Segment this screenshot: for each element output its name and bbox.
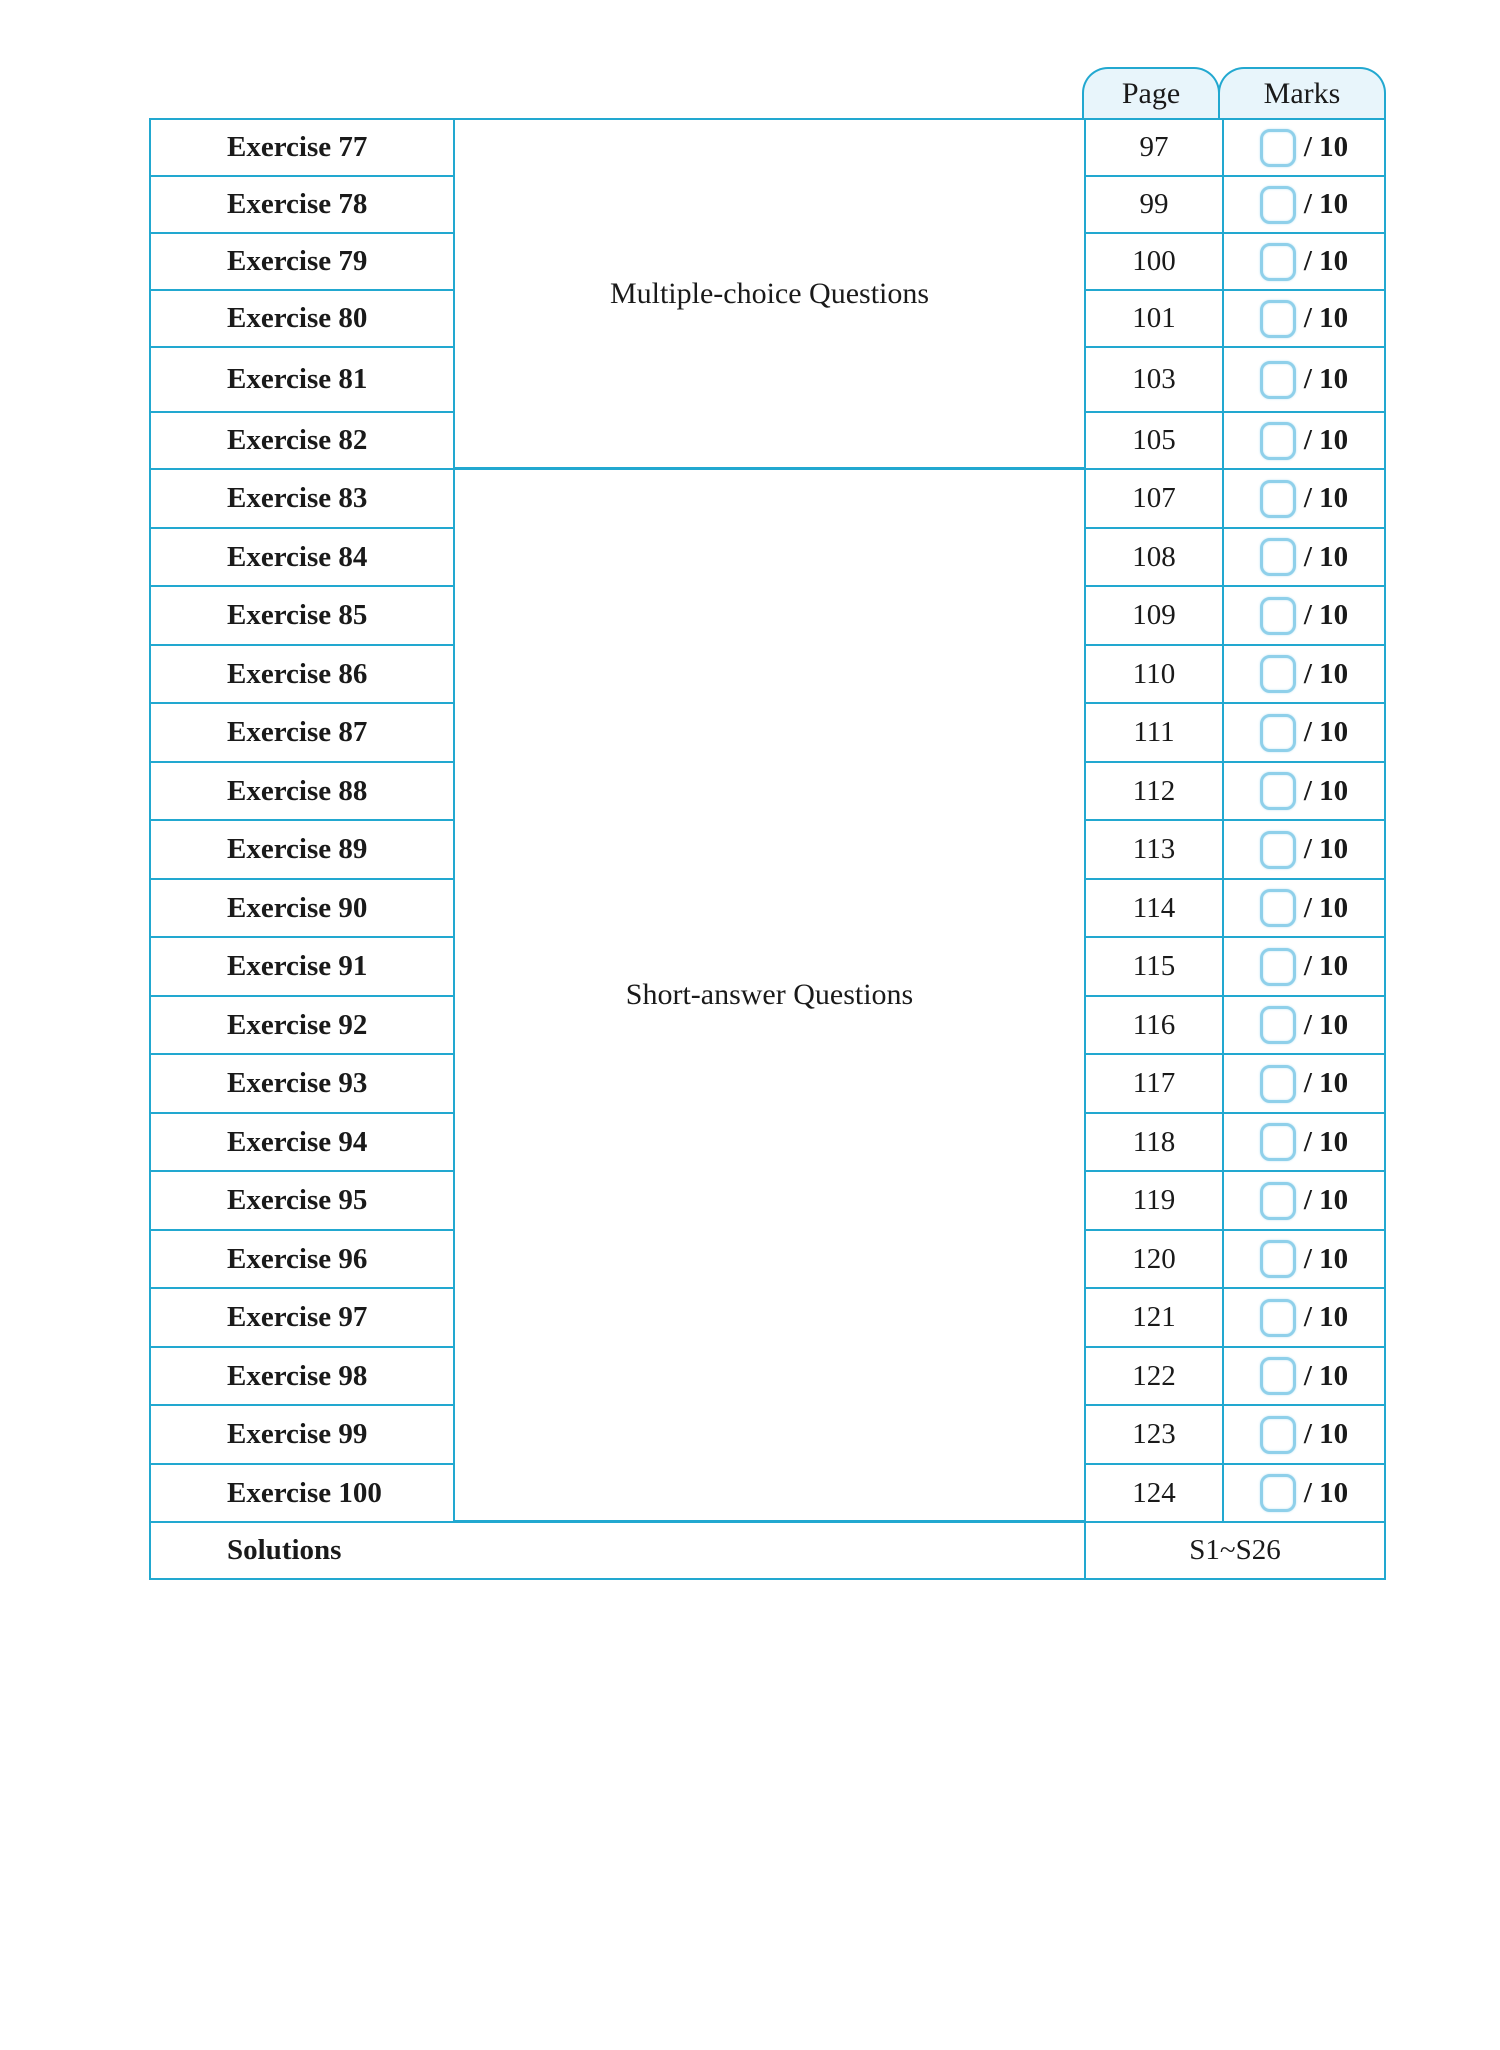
marks-cell: [1222, 1229, 1386, 1289]
table-row: [149, 347, 1386, 413]
marks-cell: [1222, 175, 1386, 234]
table-row: [149, 762, 1386, 821]
score-checkbox-icon[interactable]: [1260, 300, 1296, 338]
table-row: [149, 645, 1386, 704]
score-checkbox-icon[interactable]: [1260, 480, 1296, 518]
table-row: [149, 937, 1386, 997]
table-row: [149, 1464, 1386, 1523]
score-checkbox-icon[interactable]: [1260, 1006, 1296, 1044]
table-row: [149, 233, 1386, 291]
exercise-label: Exercise 91: [149, 936, 455, 997]
page-number: 118: [1084, 1112, 1224, 1172]
score-checkbox-icon[interactable]: [1260, 1474, 1296, 1512]
marks-cell: [1222, 1404, 1386, 1465]
section-label: Multiple-choice Questions: [609, 276, 930, 310]
marks-column-header: [1218, 67, 1386, 119]
exercise-label: Exercise 82: [149, 411, 455, 470]
marks-cell: [1222, 1287, 1386, 1348]
marks-total: / 10: [1303, 599, 1349, 631]
marks-cell: [1222, 878, 1386, 938]
marks-total: / 10: [1303, 131, 1349, 163]
page-number: 115: [1084, 936, 1224, 997]
page-number: 105: [1084, 411, 1224, 470]
marks-total: / 10: [1303, 716, 1349, 748]
marks-cell: [1222, 468, 1386, 529]
table-row: [149, 528, 1386, 587]
exercise-label: Exercise 87: [149, 702, 455, 763]
marks-total: / 10: [1303, 1008, 1349, 1041]
exercise-label: Exercise 90: [149, 878, 455, 938]
exercise-label: Exercise 84: [149, 527, 455, 587]
marks-total: / 10: [1303, 245, 1349, 277]
solutions-label: Solutions: [149, 1521, 1086, 1580]
score-checkbox-icon[interactable]: [1260, 243, 1296, 281]
score-checkbox-icon[interactable]: [1260, 1065, 1296, 1103]
page-number: 121: [1084, 1287, 1224, 1348]
page-number: 124: [1084, 1463, 1224, 1523]
page-number: 109: [1084, 585, 1224, 646]
section-label: Short-answer Questions: [625, 978, 914, 1011]
exercise-label: Exercise 89: [149, 819, 455, 880]
marks-total: / 10: [1303, 540, 1349, 573]
marks-cell: [1222, 1112, 1386, 1172]
solutions-pages: S1~S26: [1084, 1521, 1386, 1580]
marks-cell: [1222, 289, 1386, 348]
score-checkbox-icon[interactable]: [1260, 1240, 1296, 1278]
table-row: [149, 703, 1386, 763]
table-row: [149, 996, 1386, 1055]
marks-total: / 10: [1303, 1067, 1349, 1099]
score-checkbox-icon[interactable]: [1260, 714, 1296, 752]
marks-total: / 10: [1303, 833, 1349, 865]
table-row: [149, 1405, 1386, 1465]
marks-total: / 10: [1303, 1125, 1349, 1158]
score-checkbox-icon[interactable]: [1260, 1357, 1296, 1395]
table-row: [149, 412, 1386, 470]
exercise-label: Exercise 86: [149, 644, 455, 704]
table-row: [149, 1171, 1386, 1231]
table-row: [149, 820, 1386, 880]
marks-cell: [1222, 118, 1386, 177]
exercise-label: Exercise 77: [149, 118, 455, 177]
marks-cell: [1222, 527, 1386, 587]
marks-cell: [1222, 702, 1386, 763]
marks-total: / 10: [1303, 1301, 1349, 1333]
marks-cell: [1222, 936, 1386, 997]
exercise-label: Exercise 85: [149, 585, 455, 646]
page-number: 100: [1084, 232, 1224, 291]
exercise-label: Exercise 99: [149, 1404, 455, 1465]
score-checkbox-icon[interactable]: [1260, 948, 1296, 986]
exercise-label: Exercise 93: [149, 1053, 455, 1114]
marks-cell: [1222, 644, 1386, 704]
marks-total: / 10: [1303, 1184, 1349, 1216]
marks-total: / 10: [1303, 950, 1349, 982]
page-number: 108: [1084, 527, 1224, 587]
marks-cell: [1222, 1170, 1386, 1231]
marks-cell: [1222, 232, 1386, 291]
page-number: 107: [1084, 468, 1224, 529]
marks-cell: [1222, 1053, 1386, 1114]
marks-total: / 10: [1303, 424, 1349, 456]
table-row: [149, 290, 1386, 348]
marks-cell: [1222, 819, 1386, 880]
table-row: [149, 1113, 1386, 1172]
exercise-label: Exercise 96: [149, 1229, 455, 1289]
exercise-label: Exercise 94: [149, 1112, 455, 1172]
table-row: [149, 119, 1386, 177]
page-number: 112: [1084, 761, 1224, 821]
page-number: 97: [1084, 118, 1224, 177]
score-checkbox-icon[interactable]: [1260, 889, 1296, 927]
page-column-header: [1082, 67, 1220, 119]
table-row: [149, 879, 1386, 938]
page-number: 120: [1084, 1229, 1224, 1289]
page-number: 119: [1084, 1170, 1224, 1231]
exercise-label: Exercise 95: [149, 1170, 455, 1231]
marks-total: / 10: [1303, 188, 1349, 220]
score-checkbox-icon[interactable]: [1260, 1182, 1296, 1220]
table-row: [149, 586, 1386, 646]
score-checkbox-icon[interactable]: [1260, 1416, 1296, 1454]
exercise-label: Exercise 92: [149, 995, 455, 1055]
table-row: [149, 1054, 1386, 1114]
page-number: 116: [1084, 995, 1224, 1055]
score-checkbox-icon[interactable]: [1260, 538, 1296, 576]
marks-cell: [1222, 1346, 1386, 1406]
table-row: [149, 1288, 1386, 1348]
table-row: [149, 176, 1386, 234]
marks-header-label: Marks: [1263, 77, 1341, 110]
page-number: 113: [1084, 819, 1224, 880]
page-number: 117: [1084, 1053, 1224, 1114]
marks-total: / 10: [1303, 363, 1349, 395]
page-header-label: Page: [1121, 77, 1181, 110]
score-checkbox-icon[interactable]: [1260, 129, 1296, 167]
marks-total: / 10: [1303, 891, 1349, 924]
solutions-row: [149, 1522, 1386, 1580]
page-number: 103: [1084, 346, 1224, 413]
score-checkbox-icon[interactable]: [1260, 597, 1296, 635]
exercise-label: Exercise 79: [149, 232, 455, 291]
marks-total: / 10: [1303, 1359, 1349, 1392]
score-checkbox-icon[interactable]: [1260, 361, 1296, 399]
marks-cell: [1222, 411, 1386, 470]
table-row: [149, 469, 1386, 529]
marks-total: / 10: [1303, 774, 1349, 807]
marks-total: / 10: [1303, 482, 1349, 514]
marks-total: / 10: [1303, 1242, 1349, 1275]
score-checkbox-icon[interactable]: [1260, 422, 1296, 460]
score-checkbox-icon[interactable]: [1260, 831, 1296, 869]
table-row: [149, 1347, 1386, 1406]
score-checkbox-icon[interactable]: [1260, 186, 1296, 224]
page-number: 99: [1084, 175, 1224, 234]
exercise-label: Exercise 88: [149, 761, 455, 821]
score-checkbox-icon[interactable]: [1260, 772, 1296, 810]
exercise-label: Exercise 100: [149, 1463, 455, 1523]
score-checkbox-icon[interactable]: [1260, 1299, 1296, 1337]
table-row: [149, 1230, 1386, 1289]
exercise-label: Exercise 81: [149, 346, 455, 413]
marks-total: / 10: [1303, 657, 1349, 690]
marks-cell: [1222, 1463, 1386, 1523]
page-number: 122: [1084, 1346, 1224, 1406]
marks-cell: [1222, 995, 1386, 1055]
marks-total: / 10: [1303, 1418, 1349, 1450]
exercise-label: Exercise 98: [149, 1346, 455, 1406]
marks-cell: [1222, 346, 1386, 413]
exercise-label: Exercise 97: [149, 1287, 455, 1348]
page-number: 110: [1084, 644, 1224, 704]
score-checkbox-icon[interactable]: [1260, 655, 1296, 693]
exercise-label: Exercise 80: [149, 289, 455, 348]
exercise-label: Exercise 78: [149, 175, 455, 234]
page-number: 123: [1084, 1404, 1224, 1465]
score-checkbox-icon[interactable]: [1260, 1123, 1296, 1161]
page-number: 111: [1084, 702, 1224, 763]
marks-total: / 10: [1303, 1476, 1349, 1509]
marks-cell: [1222, 761, 1386, 821]
marks-total: / 10: [1303, 302, 1349, 334]
page-number: 101: [1084, 289, 1224, 348]
page-number: 114: [1084, 878, 1224, 938]
exercise-label: Exercise 83: [149, 468, 455, 529]
marks-cell: [1222, 585, 1386, 646]
